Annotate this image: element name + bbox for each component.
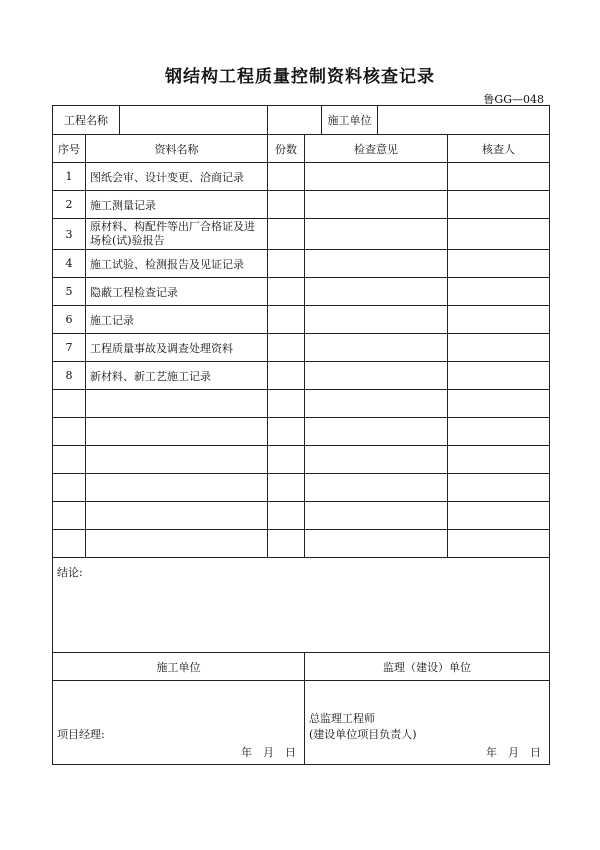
- blank-checker-field[interactable]: [448, 502, 550, 530]
- signature-body-row: [53, 681, 550, 765]
- project-name-label: 工程名称: [53, 106, 120, 134]
- blank-seq-field[interactable]: [53, 390, 86, 418]
- row-seq: 5: [53, 278, 86, 306]
- blank-copies-field[interactable]: [268, 418, 305, 446]
- blank-opinion-field[interactable]: [305, 502, 448, 530]
- blank-checker-field[interactable]: [448, 390, 550, 418]
- chief-supervisor-label: 总监理工程师: [309, 712, 375, 725]
- row-material: 施工记录: [86, 306, 268, 334]
- blank-row: [53, 418, 550, 446]
- row-checker-field[interactable]: [448, 163, 550, 191]
- row-seq: 4: [53, 250, 86, 278]
- blank-copies-field[interactable]: [268, 390, 305, 418]
- inspection-table: [52, 105, 550, 765]
- row-checker-field[interactable]: [448, 278, 550, 306]
- project-manager-label: 项目经理:: [57, 728, 105, 741]
- blank-opinion-field[interactable]: [305, 530, 448, 558]
- blank-material-field[interactable]: [86, 474, 268, 502]
- row-copies-field[interactable]: [268, 306, 305, 334]
- blank-row: [53, 390, 550, 418]
- row-material: 施工测量记录: [86, 191, 268, 219]
- project-name-field-ext[interactable]: [268, 106, 322, 135]
- blank-checker-field[interactable]: [448, 530, 550, 558]
- supervisor-sign-date: 年 月 日: [486, 746, 541, 759]
- supervisor-sign-area[interactable]: [305, 681, 550, 765]
- col-seq-header: 序号: [53, 135, 86, 163]
- blank-copies-field[interactable]: [268, 502, 305, 530]
- table-row: [53, 334, 550, 362]
- signature-header-row: [53, 653, 550, 681]
- blank-row: [53, 446, 550, 474]
- table-row: [53, 163, 550, 191]
- row-opinion-field[interactable]: [305, 306, 448, 334]
- row-material: 图纸会审、设计变更、洽商记录: [86, 163, 268, 191]
- blank-copies-field[interactable]: [268, 530, 305, 558]
- conclusion-row: [53, 558, 550, 653]
- col-opinion-header: 检查意见: [305, 135, 448, 163]
- row-checker-field[interactable]: [448, 362, 550, 390]
- project-info-row: [53, 106, 550, 135]
- col-material-header: 资料名称: [86, 135, 268, 163]
- contractor-sign-area[interactable]: [53, 681, 305, 765]
- contractor-field[interactable]: [378, 106, 549, 134]
- project-name-field[interactable]: [120, 106, 267, 134]
- blank-row: [53, 502, 550, 530]
- table-row: [53, 219, 550, 250]
- row-opinion-field[interactable]: [305, 219, 448, 250]
- row-opinion-field[interactable]: [305, 278, 448, 306]
- blank-opinion-field[interactable]: [305, 446, 448, 474]
- row-checker-field[interactable]: [448, 250, 550, 278]
- row-copies-field[interactable]: [268, 250, 305, 278]
- column-header-row: [53, 135, 550, 163]
- row-copies-field[interactable]: [268, 191, 305, 219]
- row-copies-field[interactable]: [268, 334, 305, 362]
- table-row: [53, 278, 550, 306]
- row-seq: 2: [53, 191, 86, 219]
- row-opinion-field[interactable]: [305, 362, 448, 390]
- row-checker-field[interactable]: [448, 334, 550, 362]
- row-material: 新材料、新工艺施工记录: [86, 362, 268, 390]
- project-name-cell: [53, 106, 268, 135]
- row-copies-field[interactable]: [268, 163, 305, 191]
- blank-checker-field[interactable]: [448, 446, 550, 474]
- col-copies-header: 份数: [268, 135, 305, 163]
- row-seq: 3: [53, 219, 86, 250]
- table-row: [53, 250, 550, 278]
- blank-row: [53, 474, 550, 502]
- row-copies-field[interactable]: [268, 362, 305, 390]
- contractor-sign-header: 施工单位: [53, 653, 305, 681]
- blank-opinion-field[interactable]: [305, 390, 448, 418]
- blank-opinion-field[interactable]: [305, 418, 448, 446]
- blank-seq-field[interactable]: [53, 502, 86, 530]
- table-row: [53, 306, 550, 334]
- form-code: 鲁GG—048: [483, 93, 544, 106]
- form-title: 钢结构工程质量控制资料核查记录: [165, 67, 435, 87]
- blank-material-field[interactable]: [86, 418, 268, 446]
- row-material: 隐蔽工程检查记录: [86, 278, 268, 306]
- col-checker-header: 核查人: [448, 135, 550, 163]
- blank-seq-field[interactable]: [53, 530, 86, 558]
- supervisor-sign-header: 监理（建设）单位: [305, 653, 550, 681]
- row-material: 工程质量事故及调查处理资料: [86, 334, 268, 362]
- row-checker-field[interactable]: [448, 219, 550, 250]
- row-checker-field[interactable]: [448, 191, 550, 219]
- conclusion-field[interactable]: [53, 558, 550, 653]
- row-seq: 7: [53, 334, 86, 362]
- blank-seq-field[interactable]: [53, 418, 86, 446]
- blank-seq-field[interactable]: [53, 474, 86, 502]
- blank-material-field[interactable]: [86, 446, 268, 474]
- row-copies-field[interactable]: [268, 278, 305, 306]
- blank-row: [53, 530, 550, 558]
- row-opinion-field[interactable]: [305, 163, 448, 191]
- blank-material-field[interactable]: [86, 502, 268, 530]
- contractor-sign-date: 年 月 日: [241, 746, 296, 759]
- row-opinion-field[interactable]: [305, 191, 448, 219]
- blank-copies-field[interactable]: [268, 474, 305, 502]
- row-checker-field[interactable]: [448, 306, 550, 334]
- blank-checker-field[interactable]: [448, 418, 550, 446]
- blank-material-field[interactable]: [86, 530, 268, 558]
- table-row: [53, 191, 550, 219]
- blank-copies-field[interactable]: [268, 446, 305, 474]
- contractor-label: 施工单位: [322, 106, 378, 134]
- contractor-cell: [322, 106, 550, 135]
- row-copies-field[interactable]: [268, 219, 305, 250]
- blank-opinion-field[interactable]: [305, 474, 448, 502]
- blank-material-field[interactable]: [86, 390, 268, 418]
- blank-checker-field[interactable]: [448, 474, 550, 502]
- row-opinion-field[interactable]: [305, 250, 448, 278]
- row-material: 原材料、构配件等出厂合格证及进场检(试)验报告: [86, 219, 268, 250]
- row-seq: 1: [53, 163, 86, 191]
- row-seq: 6: [53, 306, 86, 334]
- row-material: 施工试验、检测报告及见证记录: [86, 250, 268, 278]
- blank-seq-field[interactable]: [53, 446, 86, 474]
- owner-rep-label: (建设单位项目负责人): [309, 728, 417, 741]
- table-row: [53, 362, 550, 390]
- row-opinion-field[interactable]: [305, 334, 448, 362]
- conclusion-label: 结论:: [57, 566, 83, 579]
- row-seq: 8: [53, 362, 86, 390]
